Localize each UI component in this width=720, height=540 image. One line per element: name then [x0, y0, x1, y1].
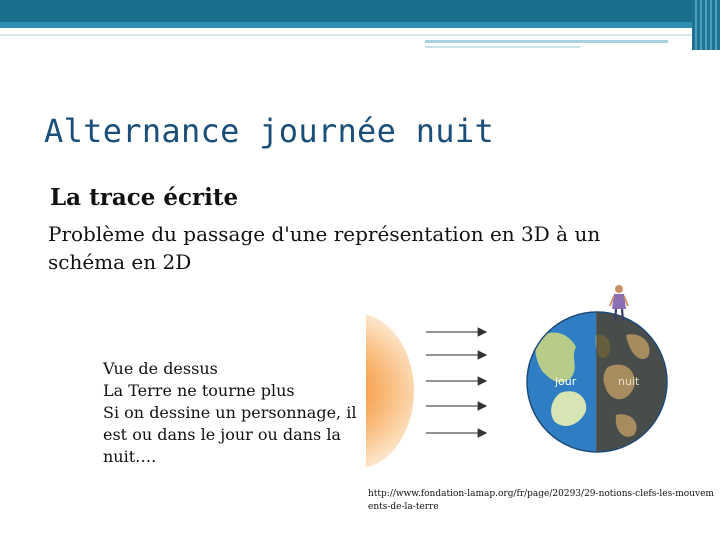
top-bar-accent: [0, 22, 720, 28]
caption-line: La Terre ne tourne plus: [103, 381, 295, 400]
earth-globe-icon: [527, 305, 677, 465]
source-link[interactable]: http://www.fondation-lamap.org/fr/page/20293/29-notions-clefs-les-mouvements-de-la-terre: [368, 489, 714, 512]
slide-subtitle: La trace écrite: [50, 184, 239, 211]
caption-textbox: [103, 358, 363, 468]
caption-line: nuit….: [103, 447, 157, 466]
top-bar: [0, 0, 720, 22]
header-rule-accent-short: [425, 46, 580, 48]
day-night-diagram: [420, 275, 700, 475]
slide-body: Problème du passage d'une représentation en 3D à un schéma en 2D: [48, 222, 601, 274]
header-rule: [0, 34, 692, 36]
arrow-right-icon: [426, 332, 486, 433]
day-label: jour: [555, 375, 577, 388]
slide-title: Alternance journée nuit: [44, 112, 495, 150]
caption-line: Vue de dessus: [103, 359, 218, 378]
sun-halo-icon: [366, 313, 414, 469]
top-bar-stripes: [692, 0, 720, 50]
header-rule-accent: [425, 40, 668, 43]
caption-line: est ou dans le jour ou dans la: [103, 425, 341, 444]
caption-line: Si on dessine un personnage, il: [103, 403, 357, 422]
night-label: nuit: [618, 375, 640, 388]
